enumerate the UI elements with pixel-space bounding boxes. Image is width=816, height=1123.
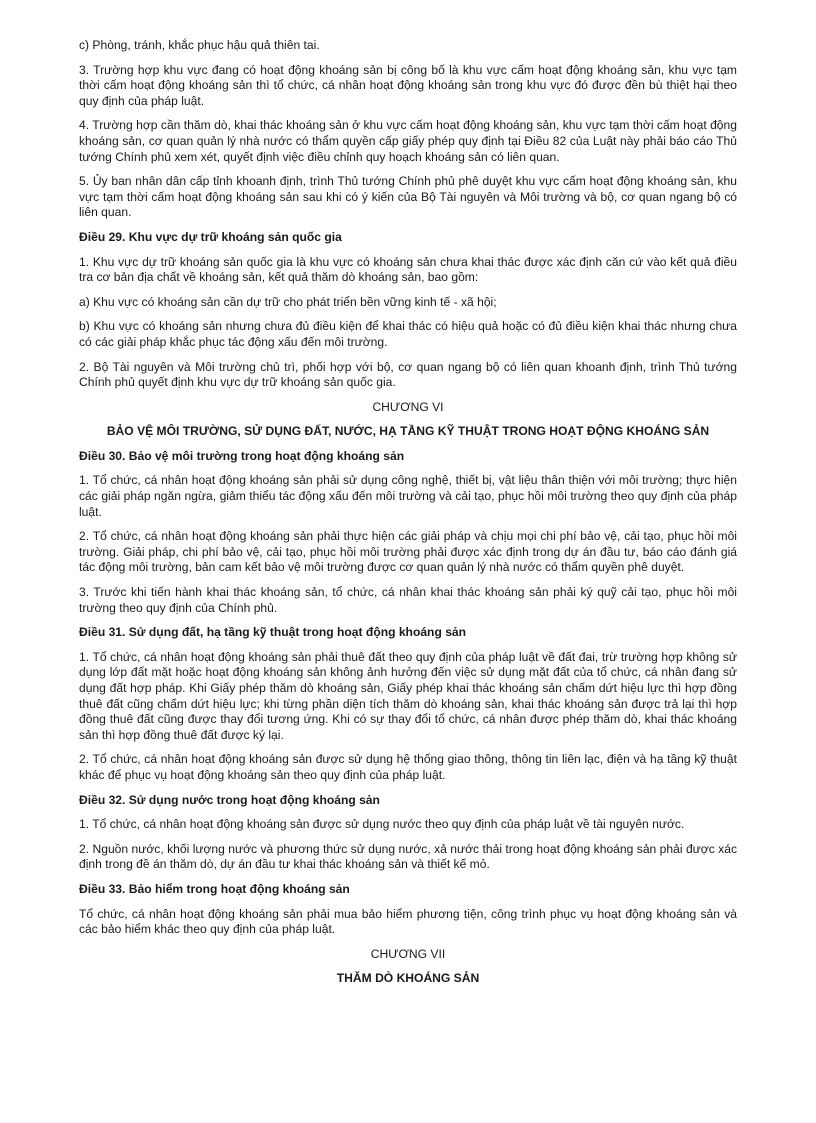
paragraph: b) Khu vực có khoáng sản nhưng chưa đủ điều kiện để khai thác có hiệu quả hoặc có đủ điều kiện khai thác nhưng chưa có các giải pháp khắc phục tác động xấu đến môi trường. xyxy=(79,319,737,349)
paragraph: 3. Trường hợp khu vực đang có hoạt động khoáng sản bị công bố là khu vực cấm hoạt động khoáng sản, khu vực tạm thời cấm hoạt động khoáng sản thì tổ chức, cá nhân hoạt động khoáng sản trong khu vực đó được đền bù thiệt hại theo quy định của pháp luật. xyxy=(79,62,737,108)
paragraph: c) Phòng, tránh, khắc phục hậu quả thiên tai. xyxy=(79,38,320,52)
paragraph: 1. Tổ chức, cá nhân hoạt động khoáng sản được sử dụng nước theo quy định của pháp luật về tài nguyên nước. xyxy=(79,817,685,832)
article-heading: Điều 32. Sử dụng nước trong hoạt động khoáng sản xyxy=(79,792,380,807)
paragraph: 1. Khu vực dự trữ khoáng sản quốc gia là khu vực có khoáng sản chưa khai thác được xác định căn cứ vào kết quả điều tra cơ bản địa chất về khoáng sản, kết quả thăm dò khoáng sản, bao gồm: xyxy=(79,254,737,285)
paragraph: 5. Ủy ban nhân dân cấp tỉnh khoanh định, trình Thủ tướng Chính phủ phê duyệt khu vực cấm hoạt động khoáng sản, khu vực tạm thời cấm hoạt động khoáng sản sau khi có ý kiến của Bộ Tài nguyên và Môi trường và bộ, cơ quan ngang bộ có liên quan. xyxy=(79,174,737,220)
chapter-label: CHƯƠNG VI xyxy=(372,399,444,414)
paragraph: 2. Bộ Tài nguyên và Môi trường chủ trì, phối hợp với bộ, cơ quan ngang bộ có liên quan khoanh định, trình Thủ tướng Chính phủ quyết định khu vực dự trữ khoáng sản quốc gia. xyxy=(79,359,737,390)
article-heading: Điều 30. Bảo vệ môi trường trong hoạt động khoáng sản xyxy=(79,448,405,463)
article-heading: Điều 33. Bảo hiểm trong hoạt động khoáng sản xyxy=(79,881,350,896)
article-heading: Điều 29. Khu vực dự trữ khoáng sản quốc gia xyxy=(79,229,342,244)
chapter-label: CHƯƠNG VII xyxy=(370,946,446,961)
paragraph: 1. Tổ chức, cá nhân hoạt động khoáng sản phải thuê đất theo quy định của pháp luật về đất đai, trừ trường hợp không sử dụng lớp đất mặt hoặc hoạt động khoáng sản không ảnh hưởng đến việc sử dụng mặt đất của tổ chức, cá nhân đang sử dụng đất hợp pháp. Khi Giấy phép thăm dò khoáng sản, Giấy phép khai thác khoáng sản chấm dứt hiệu lực thì hợp đồng thuê đất cũng chấm dứt hiệu lực; khi từng phần diện tích thăm dò khoáng sản, khai thác khoáng sản được trả lại thì hợp đồng thuê đất cũng được thay đổi tương ứng. Khi có sự thay đổi tổ chức, cá nhân được phép thăm dò, khai thác khoáng sản thì hợp đồng thuê đất được ký lại. xyxy=(79,649,737,742)
paragraph: 3. Trước khi tiến hành khai thác khoáng sản, tổ chức, cá nhân khai thác khoáng sản phải ký quỹ cải tạo, phục hồi môi trường theo quy định của Chính phủ. xyxy=(79,585,737,615)
chapter-title: THĂM DÒ KHOÁNG SẢN xyxy=(336,971,480,986)
paragraph: a) Khu vực có khoáng sản cần dự trữ cho phát triển bền vững kinh tế - xã hội; xyxy=(79,294,497,309)
paragraph: 1. Tổ chức, cá nhân hoạt động khoáng sản phải sử dụng công nghệ, thiết bị, vật liệu thân thiện với môi trường; thực hiện các giải pháp ngăn ngừa, giảm thiểu tác động xấu đến môi trường và cải tạo, phục hồi môi trường theo quy định của pháp luật. xyxy=(79,473,737,519)
chapter-title: BẢO VỆ MÔI TRƯỜNG, SỬ DỤNG ĐẤT, NƯỚC, HẠ TẦNG KỸ THUẬT TRONG HOẠT ĐỘNG KHOÁNG SẢN xyxy=(106,424,710,439)
paragraph: Tổ chức, cá nhân hoạt động khoáng sản phải mua bảo hiểm phương tiện, công trình phục vụ hoạt động khoáng sản và các bảo hiểm khác theo quy định của pháp luật. xyxy=(79,906,737,937)
paragraph: 2. Nguồn nước, khối lượng nước và phương thức sử dụng nước, xả nước thải trong hoạt động khoáng sản phải được xác định trong đề án thăm dò, dự án đầu tư khai thác khoáng sản và thiết kế mỏ. xyxy=(79,841,737,872)
article-heading: Điều 31. Sử dụng đất, hạ tầng kỹ thuật trong hoạt động khoáng sản xyxy=(79,625,467,640)
paragraph: 4. Trường hợp cần thăm dò, khai thác khoáng sản ở khu vực cấm hoạt động khoáng sản, khu vực tạm thời cấm hoạt động khoáng sản, cơ quan quản lý nhà nước có thẩm quyền cấp giấy phép quy định tại Điều 82 của Luật này phải báo cáo Thủ tướng Chính phủ xem xét, quyết định việc điều chỉnh quy hoạch khoáng sản có liên quan. xyxy=(79,118,737,164)
paragraph: 2. Tổ chức, cá nhân hoạt động khoáng sản phải thực hiện các giải pháp và chịu mọi chi phí bảo vệ, cải tạo, phục hồi môi trường. Giải pháp, chi phí bảo vệ, cải tạo, phục hồi môi trường phải được xác định trong dự án đầu tư, báo cáo đánh giá tác động môi trường, bản cam kết bảo vệ môi trường được cơ quan quản lý nhà nước có thẩm quyền phê duyệt. xyxy=(79,529,737,575)
paragraph: 2. Tổ chức, cá nhân hoạt động khoáng sản được sử dụng hệ thống giao thông, thông tin liên lạc, điện và hạ tầng kỹ thuật khác để phục vụ hoạt động khoáng sản theo quy định của pháp luật. xyxy=(79,752,737,782)
document-page xyxy=(79,38,737,996)
